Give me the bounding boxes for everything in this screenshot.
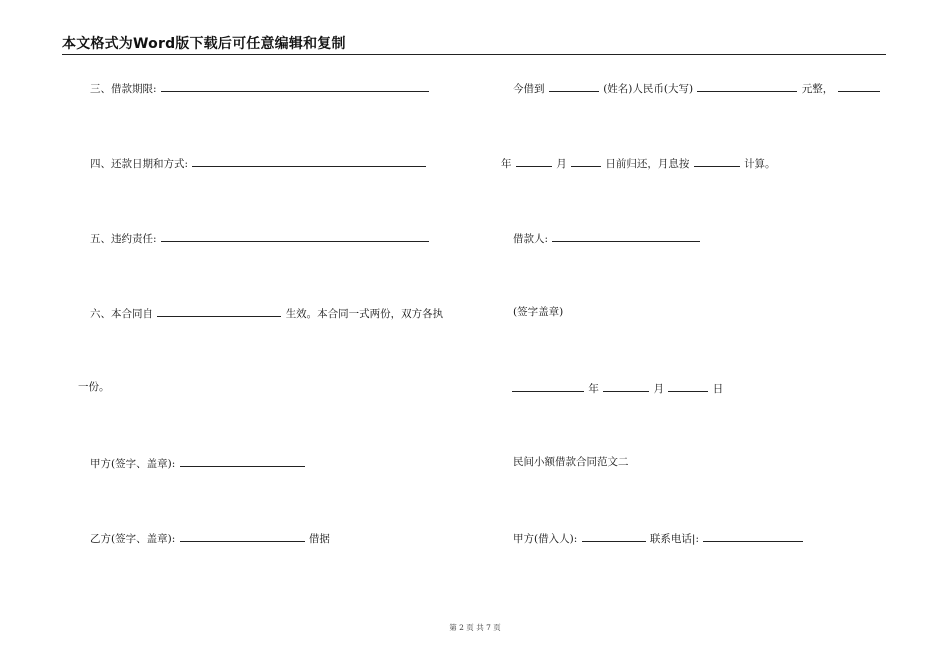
loan-term-blank[interactable] bbox=[161, 80, 429, 92]
sample-two-heading bbox=[513, 455, 629, 469]
borrower-line bbox=[513, 230, 701, 246]
sign-seal-label: (签字盖章) bbox=[513, 306, 564, 318]
repayment-line bbox=[90, 155, 427, 171]
liability-blank[interactable] bbox=[161, 230, 429, 242]
sign-day-label: 日 bbox=[712, 383, 724, 395]
rmb-label: (姓名)人民币(大写) bbox=[603, 83, 694, 95]
sample-two-title: 民间小额借款合同范文二 bbox=[513, 456, 629, 468]
party-a-borrower-label: 甲方(借入人): bbox=[513, 533, 578, 545]
return-day-label: 日前归还，月息按 bbox=[605, 158, 690, 170]
amount-capital-blank[interactable] bbox=[697, 80, 797, 92]
loan-term-label: 三、借款期限: bbox=[90, 83, 157, 95]
party-a-sign-blank[interactable] bbox=[180, 455, 305, 467]
sign-month-label: 月 bbox=[653, 383, 665, 395]
page-header bbox=[62, 33, 886, 55]
return-month-blank[interactable] bbox=[516, 155, 552, 167]
repayment-label: 四、还款日期和方式: bbox=[90, 158, 189, 170]
party-a-sign-line bbox=[90, 455, 306, 471]
copies-text: 一份。 bbox=[78, 381, 110, 393]
amount-extra-blank[interactable] bbox=[838, 80, 880, 92]
party-b-sign-label: 乙方(签字、盖章): bbox=[90, 533, 176, 545]
sign-day-blank[interactable] bbox=[668, 380, 708, 392]
phone-blank[interactable] bbox=[703, 530, 803, 542]
sign-month-blank[interactable] bbox=[603, 380, 649, 392]
lender-name-blank[interactable] bbox=[549, 80, 599, 92]
phone-label: 联系电话|: bbox=[649, 533, 699, 545]
liability-label: 五、违约责任: bbox=[90, 233, 157, 245]
sign-date-line bbox=[511, 380, 723, 396]
liability-line bbox=[90, 230, 430, 246]
interest-rate-blank[interactable] bbox=[694, 155, 740, 167]
loan-term-line bbox=[90, 80, 430, 96]
party-b-sign-blank[interactable] bbox=[180, 530, 305, 542]
effective-line bbox=[90, 305, 443, 321]
return-day-blank[interactable] bbox=[571, 155, 601, 167]
effective-date-blank[interactable] bbox=[157, 305, 281, 317]
party-b-sign-line bbox=[90, 530, 330, 546]
page-footer bbox=[0, 622, 950, 633]
borrower-label: 借款人: bbox=[513, 233, 549, 245]
sign-year-blank[interactable] bbox=[512, 380, 584, 392]
calc-label: 计算。 bbox=[744, 158, 776, 170]
borrowed-label: 今借到 bbox=[513, 83, 545, 95]
party-a-borrower-line bbox=[513, 530, 804, 546]
party-a-borrower-blank[interactable] bbox=[582, 530, 646, 542]
page-number: 第 2 页 共 7 页 bbox=[449, 623, 501, 632]
borrower-blank[interactable] bbox=[552, 230, 700, 242]
yuan-label: 元整， bbox=[801, 83, 834, 95]
iou-label: 借据 bbox=[308, 533, 330, 545]
borrowed-line bbox=[513, 80, 881, 96]
return-month-label: 月 bbox=[556, 158, 567, 170]
sign-year-label: 年 bbox=[588, 383, 599, 395]
return-year-label: 年 bbox=[501, 158, 512, 170]
copies-line bbox=[78, 380, 110, 394]
sign-seal-line bbox=[513, 305, 563, 319]
effective-label-end: 生效。本合同一式两份，双方各执 bbox=[285, 308, 444, 320]
return-date-line bbox=[501, 155, 776, 171]
header-title: 本文格式为Word版下载后可任意编辑和复制 bbox=[62, 36, 346, 52]
effective-label-start: 六、本合同自 bbox=[90, 308, 153, 320]
repayment-blank[interactable] bbox=[192, 155, 426, 167]
party-a-sign-label: 甲方(签字、盖章): bbox=[90, 458, 176, 470]
